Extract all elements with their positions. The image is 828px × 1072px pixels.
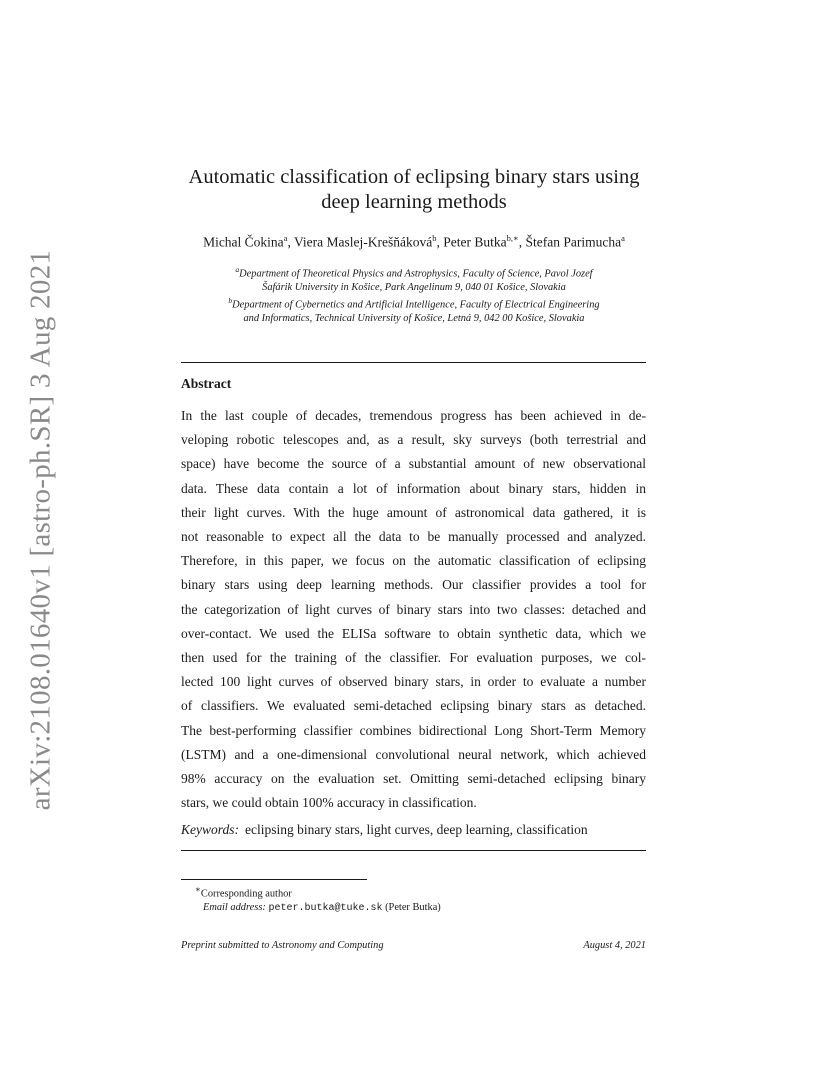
author-list: Michal Čokina$^a$, Viera Maslej-Krešňáková$^b$, Peter Butka$^{b,∗}$, Štefan Parimucha$^a$: [203, 233, 625, 250]
affiliation-b-line-1: $^b$Department of Cybernetics and Artificial Intelligence, Faculty of Electrical Engineering: [228, 296, 600, 311]
abstract-line: Therefore, in this paper, we focus on the automatic classification of eclipsing: [181, 553, 646, 569]
title-line-2: deep learning methods: [321, 191, 507, 213]
paper-title: [150, 165, 678, 215]
abstract-line: binary stars using deep learning methods. Our classifier provides a tool for: [181, 577, 646, 593]
affiliation-mark: b: [228, 296, 233, 306]
author-name: Viera Maslej-Krešňáková: [293, 234, 433, 250]
author-mark: b,∗: [506, 233, 519, 243]
abstract-bottom-rule: [181, 850, 646, 851]
abstract-line: their light curves. With the huge amount of astronomical data gathered, it is: [181, 504, 646, 520]
keywords: [181, 822, 646, 838]
abstract-line: space) have become the source of a substantial amount of new observational: [181, 456, 646, 472]
author-mark: a: [621, 233, 625, 243]
abstract-line: veloping robotic telescopes and, as a result, sky surveys (both terrestrial and: [181, 432, 646, 448]
abstract-line: not reasonable to expect all the data to be manually processed and analyzed.: [181, 529, 646, 545]
keywords-text: eclipsing binary stars, light curves, deep learning, classification: [245, 822, 588, 837]
author-name: Štefan Parimucha: [525, 234, 622, 250]
email-label: Email address:: [203, 902, 266, 914]
author-mark: b: [432, 233, 437, 243]
abstract-line: 98% accuracy on the evaluation set. Omitting semi-detached eclipsing binary: [181, 771, 646, 787]
affiliation-b-line-2: and Informatics, Technical University of Košice, Letná 9, 042 00 Košice, Slovakia: [243, 313, 585, 325]
abstract-line: over-contact. We used the ELISa software to obtain synthetic data, which we: [181, 625, 646, 641]
preprint-note: Preprint submitted to Astronomy and Computing: [181, 940, 384, 951]
affiliation-a-line-1: $^a$Department of Theoretical Physics and Astrophysics, Faculty of Science, Pavol Jozef: [235, 265, 593, 280]
abstract-heading: Abstract: [181, 376, 232, 391]
affiliations: [165, 263, 663, 326]
abstract-line: (LSTM) and a one-dimensional convolutional neural network, which achieved: [181, 746, 646, 762]
footnotes: [195, 882, 441, 916]
abstract-line: stars, we could obtain 100% accuracy in classification.: [181, 795, 477, 811]
abstract-line: then used for the training of the classifier. For evaluation purposes, we col-: [181, 650, 646, 666]
corresponding-author-note: ∗Corresponding author: [195, 884, 292, 900]
author-name: Michal Čokina: [203, 234, 284, 250]
abstract-line: In the last couple of decades, tremendous progress has been achieved in de-: [181, 408, 646, 423]
author-mark: a: [283, 233, 288, 243]
affiliation-a-line-2: Šafárik University in Košice, Park Angelinum 9, 040 01 Košice, Slovakia: [262, 281, 566, 293]
abstract-line: The best-performing classifier combines bidirectional Long Short-Term Memory: [181, 722, 646, 738]
arxiv-side-stamp: [20, 249, 62, 811]
footer-date: August 4, 2021: [583, 940, 646, 951]
author-name: Peter Butka: [443, 234, 507, 250]
abstract-body: [181, 404, 646, 815]
abstract-line: the categorization of light curves of binary stars into two classes: detached and: [181, 601, 646, 617]
abstract-top-rule: [181, 362, 646, 363]
abstract-line: lected 100 light curves of observed binary stars, in order to evaluate a number: [181, 674, 646, 690]
email-owner: (Peter Butka): [385, 902, 441, 914]
email-address: peter.butka@tuke.sk: [268, 903, 383, 915]
email-note: [195, 901, 441, 916]
keywords-label: Keywords:: [181, 822, 239, 837]
affiliation-mark: a: [235, 265, 240, 274]
title-line-1: Automatic classification of eclipsing binary stars using: [188, 166, 640, 188]
footnote-rule: [181, 879, 367, 880]
arxiv-identifier: arXiv:2108.01640v1 [astro-ph.SR] 3 Aug 2021: [24, 249, 57, 811]
page-footer: [181, 940, 646, 951]
footnote-mark: ∗: [195, 884, 201, 894]
abstract-line: of classifiers. We evaluated semi-detached eclipsing binary stars as detached.: [181, 698, 646, 714]
abstract-line: data. These data contain a lot of information about binary stars, hidden in: [181, 480, 646, 496]
